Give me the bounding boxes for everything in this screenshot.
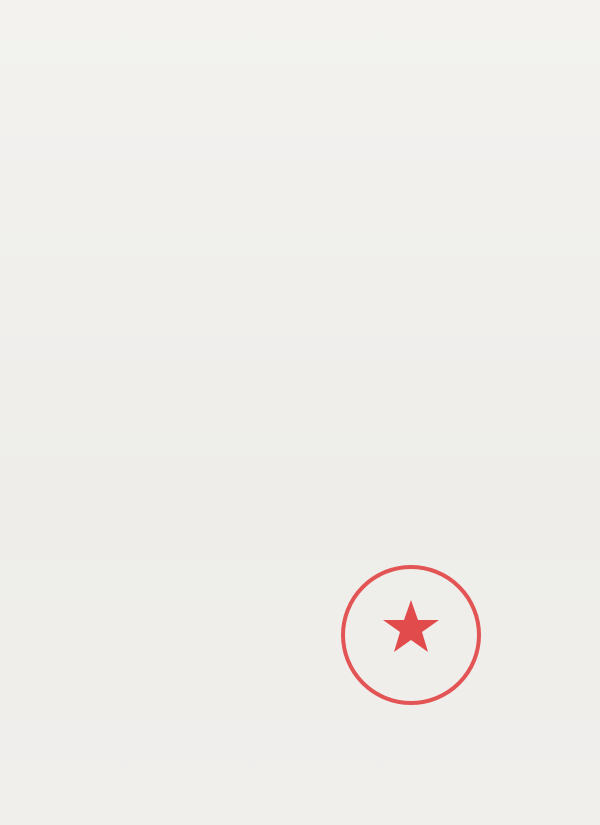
star-icon <box>383 600 439 652</box>
official-seal <box>336 560 486 710</box>
